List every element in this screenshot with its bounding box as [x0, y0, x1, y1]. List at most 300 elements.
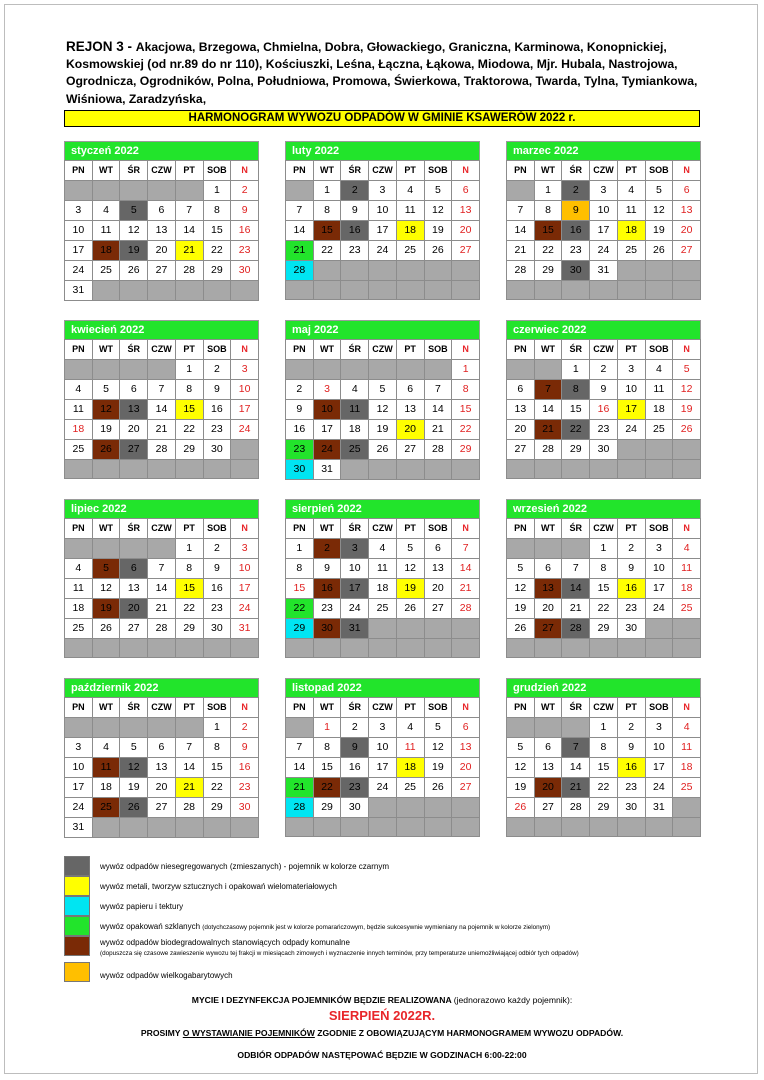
month-name: październik 2022: [64, 678, 259, 697]
empty-cell: [120, 360, 148, 380]
weekday-header: PN: [65, 340, 93, 360]
day-cell: 13: [534, 579, 562, 599]
empty-cell: [534, 718, 562, 738]
weekday-header: N: [231, 698, 259, 718]
weekday-header: SOB: [645, 519, 673, 539]
day-cell: 18: [65, 599, 93, 619]
day-cell: 28: [507, 261, 535, 281]
day-cell: 20: [120, 420, 148, 440]
day-cell: 28: [175, 261, 203, 281]
day-cell: 19: [92, 599, 120, 619]
day-cell: 29: [562, 440, 590, 460]
day-cell: 21: [148, 420, 176, 440]
day-cell: 8: [175, 380, 203, 400]
day-cell: 29: [175, 619, 203, 639]
empty-cell: [148, 818, 176, 838]
weekday-header: N: [673, 519, 701, 539]
day-cell: 16: [203, 400, 231, 420]
day-cell: 9: [286, 400, 314, 420]
weekday-header: ŚR: [120, 698, 148, 718]
day-cell: 8: [534, 201, 562, 221]
day-cell: 6: [120, 559, 148, 579]
day-cell: 7: [148, 380, 176, 400]
day-cell: 24: [231, 420, 259, 440]
empty-cell: [231, 639, 259, 658]
footer-request-b: ZGODNIE Z OBOWIĄZUJĄCYM HARMONOGRAMEM WYWOZU ODPADÓW.: [314, 1028, 624, 1038]
day-cell: 5: [645, 181, 673, 201]
empty-cell: [452, 818, 480, 837]
day-cell: 19: [120, 241, 148, 261]
day-cell: 14: [286, 758, 314, 778]
day-cell: 20: [673, 221, 701, 241]
day-cell: 12: [120, 758, 148, 778]
day-cell: 8: [452, 380, 480, 400]
empty-cell: [65, 639, 93, 658]
day-cell: 9: [231, 201, 259, 221]
weekday-header: ŚR: [120, 161, 148, 181]
empty-cell: [148, 181, 176, 201]
day-cell: 11: [396, 201, 424, 221]
day-cell: 15: [313, 221, 341, 241]
day-cell: 20: [148, 241, 176, 261]
day-cell: 11: [673, 738, 701, 758]
day-cell: 24: [313, 440, 341, 460]
day-cell: 16: [341, 221, 369, 241]
day-cell: 3: [369, 718, 397, 738]
day-cell: 4: [673, 539, 701, 559]
day-cell: 10: [341, 559, 369, 579]
weekday-header: PT: [175, 161, 203, 181]
day-cell: 10: [645, 559, 673, 579]
weekday-header: SOB: [203, 519, 231, 539]
empty-cell: [562, 639, 590, 658]
weekday-header: ŚR: [341, 519, 369, 539]
day-cell: 17: [590, 221, 618, 241]
footer-month-text: SIERPIEŃ 2022R.: [328, 1008, 436, 1023]
month-calendar: [506, 141, 701, 300]
day-cell: 8: [590, 559, 618, 579]
day-cell: 3: [231, 360, 259, 380]
day-cell: 2: [313, 539, 341, 559]
day-cell: 2: [562, 181, 590, 201]
weekday-header: CZW: [590, 519, 618, 539]
empty-cell: [590, 460, 618, 479]
day-cell: 7: [452, 539, 480, 559]
day-cell: 2: [231, 718, 259, 738]
empty-cell: [369, 818, 397, 837]
day-cell: 13: [534, 758, 562, 778]
day-cell: 8: [313, 738, 341, 758]
empty-cell: [562, 718, 590, 738]
day-cell: 30: [203, 619, 231, 639]
weekday-header: PN: [507, 519, 535, 539]
empty-cell: [148, 639, 176, 658]
day-cell: 28: [424, 440, 452, 460]
month-calendar: [506, 499, 701, 658]
legend-label-glass: [100, 922, 550, 931]
empty-cell: [148, 460, 176, 479]
day-cell: 21: [507, 241, 535, 261]
day-cell: 6: [148, 201, 176, 221]
month-calendar: [285, 141, 480, 300]
day-cell: 3: [645, 539, 673, 559]
day-cell: 4: [341, 380, 369, 400]
empty-cell: [65, 460, 93, 479]
day-cell: 31: [231, 619, 259, 639]
month-name: czerwiec 2022: [506, 320, 701, 339]
day-cell: 10: [369, 201, 397, 221]
day-cell: 15: [203, 221, 231, 241]
empty-cell: [617, 818, 645, 837]
weekday-header: SOB: [424, 698, 452, 718]
day-cell: 15: [590, 579, 618, 599]
day-cell: 25: [92, 261, 120, 281]
empty-cell: [120, 281, 148, 301]
empty-cell: [231, 818, 259, 838]
empty-cell: [92, 281, 120, 301]
day-cell: 21: [175, 241, 203, 261]
month-calendar: [64, 499, 259, 658]
empty-cell: [65, 360, 93, 380]
empty-cell: [148, 360, 176, 380]
day-cell: 22: [203, 778, 231, 798]
day-cell: 5: [92, 380, 120, 400]
day-cell: 12: [424, 201, 452, 221]
legend-label-mixed: wywóz odpadów niesegregowanych (zmieszanych) - pojemnik w kolorze czarnym: [100, 862, 390, 871]
day-cell: 17: [231, 400, 259, 420]
day-cell: 23: [231, 241, 259, 261]
day-cell: 30: [617, 619, 645, 639]
day-cell: 18: [617, 221, 645, 241]
empty-cell: [534, 360, 562, 380]
empty-cell: [286, 181, 314, 201]
day-cell: 14: [452, 559, 480, 579]
day-cell: 31: [65, 281, 93, 301]
empty-cell: [175, 639, 203, 658]
day-cell: 21: [286, 778, 314, 798]
day-cell: 30: [203, 440, 231, 460]
empty-cell: [65, 539, 93, 559]
weekday-header: PT: [617, 519, 645, 539]
empty-cell: [396, 460, 424, 480]
footer-washing-note: (jednorazowo każdy pojemnik):: [453, 995, 573, 1005]
day-cell: 26: [645, 241, 673, 261]
day-cell: 26: [120, 798, 148, 818]
empty-cell: [286, 818, 314, 837]
weekday-header: WT: [92, 698, 120, 718]
day-cell: 17: [65, 778, 93, 798]
weekday-header: WT: [92, 340, 120, 360]
legend-label-bio: wywóz odpadów biodegradowalnych stanowiących odpady komunalne: [100, 938, 350, 947]
empty-cell: [645, 281, 673, 300]
day-cell: 25: [645, 420, 673, 440]
day-cell: 25: [396, 241, 424, 261]
footer-request: [0, 1028, 764, 1038]
day-cell: 18: [673, 758, 701, 778]
weekday-header: PT: [175, 698, 203, 718]
day-cell: 13: [148, 758, 176, 778]
day-cell: 21: [175, 778, 203, 798]
day-cell: 17: [369, 758, 397, 778]
weekday-header: N: [452, 161, 480, 181]
empty-cell: [231, 281, 259, 301]
empty-cell: [673, 281, 701, 300]
day-cell: 15: [534, 221, 562, 241]
day-cell: 24: [369, 241, 397, 261]
empty-cell: [120, 718, 148, 738]
day-cell: 21: [148, 599, 176, 619]
empty-cell: [424, 460, 452, 480]
day-cell: 11: [341, 400, 369, 420]
day-cell: 28: [148, 440, 176, 460]
day-cell: 4: [92, 201, 120, 221]
weekday-header: PN: [507, 698, 535, 718]
empty-cell: [148, 718, 176, 738]
empty-cell: [369, 619, 397, 639]
month-name: maj 2022: [285, 320, 480, 339]
day-cell: 6: [120, 380, 148, 400]
day-cell: 21: [562, 778, 590, 798]
day-cell: 14: [534, 400, 562, 420]
empty-cell: [396, 639, 424, 658]
day-cell: 14: [286, 221, 314, 241]
empty-cell: [507, 360, 535, 380]
day-cell: 11: [92, 758, 120, 778]
month-table: [64, 518, 259, 658]
day-cell: 7: [562, 559, 590, 579]
day-cell: 22: [175, 599, 203, 619]
day-cell: 19: [645, 221, 673, 241]
region-number: REJON 3 -: [66, 39, 136, 54]
day-cell: 19: [369, 420, 397, 440]
month-name: lipiec 2022: [64, 499, 259, 518]
empty-cell: [175, 718, 203, 738]
weekday-header: N: [452, 519, 480, 539]
day-cell: 22: [534, 241, 562, 261]
empty-cell: [203, 460, 231, 479]
day-cell: 1: [175, 360, 203, 380]
day-cell: 4: [65, 380, 93, 400]
day-cell: 20: [452, 758, 480, 778]
empty-cell: [313, 360, 341, 380]
day-cell: 2: [231, 181, 259, 201]
day-cell: 12: [92, 579, 120, 599]
day-cell: 25: [65, 440, 93, 460]
empty-cell: [534, 639, 562, 658]
empty-cell: [286, 718, 314, 738]
day-cell: 3: [617, 360, 645, 380]
weekday-header: SOB: [645, 161, 673, 181]
day-cell: 7: [562, 738, 590, 758]
day-cell: 9: [562, 201, 590, 221]
legend-label-paper: wywóz papieru i tektury: [100, 902, 184, 911]
day-cell: 5: [424, 181, 452, 201]
day-cell: 30: [341, 798, 369, 818]
day-cell: 22: [313, 241, 341, 261]
legend-glass-note: (dotychczasowy pojemnik jest w kolorze pomarańczowym, będzie sukcesywnie wymieniany na pojemnik w kolorze zielonym): [202, 924, 551, 931]
day-cell: 19: [92, 420, 120, 440]
weekday-header: CZW: [369, 698, 397, 718]
day-cell: 15: [175, 400, 203, 420]
weekday-header: ŚR: [341, 161, 369, 181]
day-cell: 18: [92, 241, 120, 261]
weekday-header: WT: [534, 340, 562, 360]
day-cell: 18: [396, 758, 424, 778]
day-cell: 23: [341, 778, 369, 798]
empty-cell: [534, 818, 562, 837]
empty-cell: [120, 818, 148, 838]
day-cell: 15: [590, 758, 618, 778]
day-cell: 17: [65, 241, 93, 261]
empty-cell: [590, 639, 618, 658]
empty-cell: [203, 639, 231, 658]
weekday-header: CZW: [148, 698, 176, 718]
region-streets: Akacjowa, Brzegowa, Chmielna, Dobra, Głowackiego, Graniczna, Karminowa, Konopnickiej, Kosmowskiej (od nr.89 do nr 110), Kościuszki, Leśna, Łączna, Łąkowa, Miodowa, Mjr. Hubala, Nastrojowa, Ogrodnicza, Ogrodników, Polna, Południowa, Promowa, Świerkowa, Traktorowa, Twarda, Tylna, Tymiankowa, Wiśniowa, Zaradzyńska,: [66, 40, 698, 106]
day-cell: 4: [617, 181, 645, 201]
day-cell: 11: [369, 559, 397, 579]
day-cell: 7: [507, 201, 535, 221]
day-cell: 27: [148, 798, 176, 818]
day-cell: 29: [313, 798, 341, 818]
day-cell: 12: [92, 400, 120, 420]
legend-swatch-orange: [64, 962, 90, 982]
legend-swatch-cyan: [64, 896, 90, 916]
empty-cell: [396, 818, 424, 837]
day-cell: 29: [590, 619, 618, 639]
day-cell: 12: [369, 400, 397, 420]
weekday-header: SOB: [424, 161, 452, 181]
day-cell: 28: [286, 261, 314, 281]
month-calendar: [285, 678, 480, 837]
day-cell: 16: [203, 579, 231, 599]
day-cell: 5: [120, 738, 148, 758]
weekday-header: CZW: [148, 161, 176, 181]
day-cell: 18: [341, 420, 369, 440]
weekday-header: CZW: [148, 340, 176, 360]
day-cell: 13: [424, 559, 452, 579]
day-cell: 19: [120, 778, 148, 798]
day-cell: 5: [424, 718, 452, 738]
day-cell: 3: [313, 380, 341, 400]
empty-cell: [424, 818, 452, 837]
day-cell: 30: [286, 460, 314, 480]
day-cell: 22: [313, 778, 341, 798]
day-cell: 5: [120, 201, 148, 221]
day-cell: 13: [396, 400, 424, 420]
day-cell: 9: [590, 380, 618, 400]
day-cell: 24: [65, 798, 93, 818]
day-cell: 17: [341, 579, 369, 599]
empty-cell: [645, 639, 673, 658]
day-cell: 20: [424, 579, 452, 599]
day-cell: 20: [507, 420, 535, 440]
weekday-header: SOB: [203, 161, 231, 181]
weekday-header: CZW: [369, 340, 397, 360]
empty-cell: [645, 460, 673, 479]
month-calendar: [506, 320, 701, 479]
day-cell: 12: [645, 201, 673, 221]
empty-cell: [645, 440, 673, 460]
day-cell: 20: [396, 420, 424, 440]
day-cell: 22: [175, 420, 203, 440]
day-cell: 31: [590, 261, 618, 281]
day-cell: 26: [120, 261, 148, 281]
empty-cell: [175, 281, 203, 301]
weekday-header: CZW: [590, 340, 618, 360]
day-cell: 13: [452, 738, 480, 758]
empty-cell: [341, 818, 369, 837]
day-cell: 22: [590, 778, 618, 798]
day-cell: 20: [534, 599, 562, 619]
day-cell: 29: [203, 261, 231, 281]
empty-cell: [562, 281, 590, 300]
empty-cell: [396, 798, 424, 818]
empty-cell: [341, 360, 369, 380]
day-cell: 11: [617, 201, 645, 221]
weekday-header: PN: [65, 698, 93, 718]
empty-cell: [396, 619, 424, 639]
empty-cell: [92, 718, 120, 738]
day-cell: 28: [452, 599, 480, 619]
legend-glass-text: wywóz opakowań szklanych: [100, 922, 201, 931]
day-cell: 25: [673, 599, 701, 619]
month-calendar: [285, 499, 480, 658]
day-cell: 15: [175, 579, 203, 599]
weekday-header: SOB: [203, 340, 231, 360]
day-cell: 21: [562, 599, 590, 619]
footer-washing-text: MYCIE I DEZYNFEKCJA POJEMNIKÓW BĘDZIE REALIZOWANA: [191, 995, 452, 1005]
empty-cell: [369, 639, 397, 658]
day-cell: 2: [617, 718, 645, 738]
day-cell: 31: [313, 460, 341, 480]
empty-cell: [645, 261, 673, 281]
day-cell: 19: [424, 221, 452, 241]
weekday-header: PN: [286, 519, 314, 539]
weekday-header: PN: [286, 698, 314, 718]
day-cell: 28: [148, 619, 176, 639]
day-cell: 18: [645, 400, 673, 420]
day-cell: 8: [203, 201, 231, 221]
empty-cell: [313, 818, 341, 837]
day-cell: 23: [562, 241, 590, 261]
empty-cell: [369, 261, 397, 281]
empty-cell: [562, 460, 590, 479]
empty-cell: [65, 718, 93, 738]
day-cell: 10: [313, 400, 341, 420]
month-table: [506, 339, 701, 479]
weekday-header: WT: [534, 161, 562, 181]
month-calendar: [285, 320, 480, 480]
empty-cell: [313, 639, 341, 658]
empty-cell: [645, 818, 673, 837]
day-cell: 3: [590, 181, 618, 201]
month-name: listopad 2022: [285, 678, 480, 697]
day-cell: 1: [590, 539, 618, 559]
day-cell: 14: [424, 400, 452, 420]
day-cell: 29: [590, 798, 618, 818]
empty-cell: [507, 539, 535, 559]
day-cell: 26: [424, 778, 452, 798]
empty-cell: [231, 440, 259, 460]
day-cell: 9: [341, 201, 369, 221]
day-cell: 19: [507, 778, 535, 798]
weekday-header: N: [231, 340, 259, 360]
day-cell: 4: [92, 738, 120, 758]
weekday-header: PT: [396, 161, 424, 181]
weekday-header: N: [452, 340, 480, 360]
day-cell: 2: [341, 718, 369, 738]
weekday-header: WT: [313, 519, 341, 539]
